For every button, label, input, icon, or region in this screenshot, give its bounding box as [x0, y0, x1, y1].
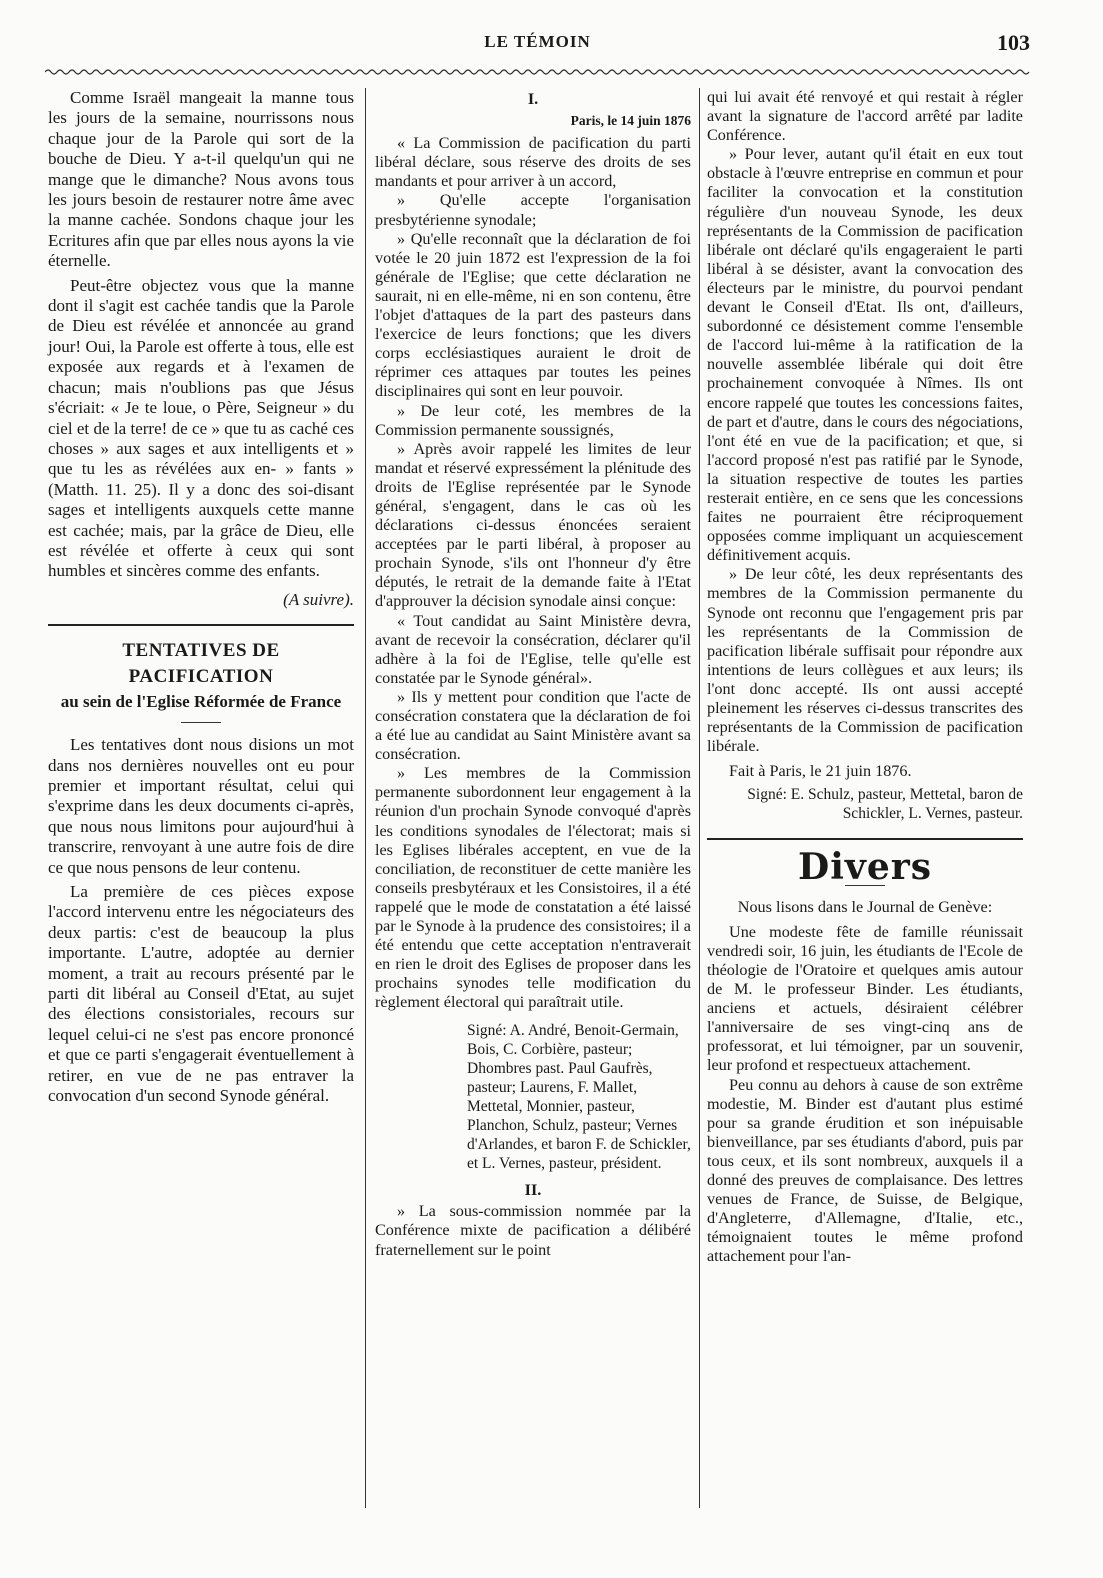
column-divider-2 [699, 88, 700, 1508]
paragraph: Une modeste fête de famille réunissait vendredi soir, 16 juin, les étudiants de l'Ecole de théologie de l'Oratoire et quelques amis autour de M. le professeur Binder. Les étudiants, anciens et actuels, désiraient célébrer l'anniversaire de ses vingt-cinq ans de professorat, et lui témoigner, par un souvenir, leur profond et respectueux attachement. [707, 922, 1023, 1075]
column-2 [375, 88, 691, 1260]
source-intro: Nous lisons dans le Journal de Genève: [737, 897, 993, 916]
section-heading: TENTATIVES DE PACIFICATION [122, 640, 280, 688]
paragraph: » Qu'elle reconnaît que la déclaration de foi votée le 20 juin 1872 est l'expression de la foi générale de l'Eglise; que cette déclaration ne saurait, ni en elle-même, ni en son contenu, être l'objet d'attaques de la part des pasteurs dans l'exercice de leurs fonctions; que les divers corps ecclésiastiques auraient le droit de réprimer ces attaques par toutes les peines disciplinaires qui sont en leur pouvoir. [375, 229, 691, 401]
to-be-continued: (A suivre). [283, 589, 354, 609]
column-divider-1 [365, 88, 366, 1508]
header-wavy-rule [45, 68, 1030, 76]
section-rule [707, 838, 1023, 840]
document-number: II. [524, 1181, 542, 1200]
paragraph: » Qu'elle accepte l'organisation presbytérienne synodale; [375, 191, 691, 229]
paragraph: Peu connu au dehors à cause de son extrême modestie, M. Binder est d'autant plus estimé pour sa grande érudition et son inépuisable bienveillance, par ses étudiants d'abord, puis par tous ceux, et ils sont nombreux, auxquels il a donné des preuves de complaisance. Des lettres venues de France, de Suisse, de Belgique, d'Angleterre, d'Allemagne, d'Italie, etc., témoignaient toutes le même profond attachement pour l'an- [707, 1075, 1023, 1266]
paragraph: » Les membres de la Commission permanente subordonnent leur engagement à la réunion d'un prochain Synode convoqué d'après les conditions synodales de l'électorat; mais si les Eglises libérales acceptent, en vue de la conciliation, de reconstituer de cette manière les conseils presbytéraux et les Consistoires, il a été rappelé que le mode de constatation a été laissé par le Synode à la prudence des consistoires; il a été entendu que cette acceptation n'entraverait en rien le droit des Eglises de proposer dans les prochains synodes telle modification du règlement électoral qui paraîtrait utile. [375, 764, 691, 1012]
document-number: I. [527, 90, 539, 108]
paragraph: La première de ces pièces expose l'accord intervenu entre les négociateurs des deux partis: c'est de beaucoup la plus importante. L'autre, adoptée au dernier moment, a trait au recours présenté par le parti dit libéral au Conseil d'Etat, au sujet des élections consistoriales, recours sur lequel celui-ci ne s'est pas encore prononcé et que ce parti s'engagerait éventuellement à retirer, en vue de ne pas entraver la convocation d'un second Synode général. [48, 882, 354, 1106]
column-3 [707, 88, 1023, 1266]
section-heading-divers: Divers [798, 845, 932, 888]
paragraph: Comme Israël mangeait la manne tous les jours de la semaine, nourrissons nous chaque jour de la Parole qui sort de la bouche de Dieu. Y a-t-il quelqu'un qui ne mange que le dimanche? Nous avons tous les jours besoin de restaurer notre âme avec la manne cachée. Sondons chaque jour les Ecritures afin que par elles nous ayons la vie éternelle. [48, 88, 354, 271]
paragraph: Peut-être objectez vous que la manne dont il s'agit est cachée tandis que la Parole de Dieu est révélée et annoncée au grand jour! Oui, la Parole est offerte à tous, elle est exposée aux regards et à l'examen de chacun; mais n'oublions pas que Jésus s'écriait: « Je te loue, o Père, Seigneur » du ciel et de la terre! de ce » que tu as caché ces choses » aux sages et aux intelligents et » que tu les as révélées aux en- » fants » (Matth. 11. 25). Il y a donc des soi-disant sages et intelligents auxquels cette manne est cachée; mais, par la grâce de Dieu, elle est révélée et offerte à ceux qui sont humbles et sincères comme des enfants. [48, 275, 354, 581]
column-1 [48, 88, 354, 1106]
running-header [45, 30, 1030, 66]
paragraph: » Pour lever, autant qu'il était en eux tout obstacle à l'œuvre entreprise en commun et pour faciliter la convocation et la constitution régulière d'un nouveau Synode, les deux représentants de la Commission de pacification libérale ont déclaré qu'ils engageraient le parti libéral à se désister, avant la convocation des électeurs par le ministre, du pourvoi pendant devant le Conseil d'Etat. Ils ont, d'ailleurs, subordonné ce désistement comme l'ensemble de l'accord lui-même à la ratification de la nouvelle assemblée libérale qui doit être prochainement convoquée à Nîmes. Ils ont encore rappelé que toutes les concessions faites, de part et d'autre, dans le cours des négociations, l'ont été en vue de la pacification; et que, si l'accord proposé n'est pas ratifié par le Synode, la situation respective de toutes les parties resterait entière, en ce sens que les concessions faites ne pourraient être réciproquement opposées comme impliquant un acquiescement définitivement acquis. [707, 145, 1023, 565]
paragraph: » La sous-commission nommée par la Conférence mixte de pacification a délibéré fraternellement sur le point [375, 1202, 691, 1259]
paragraph: qui lui avait été renvoyé et qui restait à régler avant la signature de l'accord arrêté par ladite Conférence. [707, 88, 1023, 145]
paragraph: « La Commission de pacification du parti libéral déclare, sous réserve des droits de ses mandants et pour arriver à un accord, [375, 134, 691, 191]
paragraph: » Après avoir rappelé les limites de leur mandat et réservé expressément la plénitude des droits de l'Eglise représentée par le Synode général, s'engagent, dans le cas où les déclarations ci-dessus énoncées seraient acceptées par le parti libéral, à proposer au prochain Synode, s'ils ont l'honneur d'y être députés, le retrait de la demande faite à l'Etat d'approuver la décision synodale ainsi conçue: [375, 439, 691, 611]
paragraph: » Ils y mettent pour condition que l'acte de consécration constatera que la déclaration de foi a été lue au candidat au Saint Ministère avant sa consécration. [375, 687, 691, 764]
signatories: Signé: E. Schulz, pasteur, Mettetal, baron de Schickler, L. Vernes, pasteur. [747, 786, 1023, 823]
paragraph: Fait à Paris, le 21 juin 1876. [729, 762, 912, 781]
journal-title: LE TÉMOIN [484, 32, 591, 51]
section-rule [48, 624, 354, 626]
paragraph: Les tentatives dont nous disions un mot dans nos dernières nouvelles ont eu pour premier et important résultat, celui qui s'exprime dans les deux documents ci-après, que nous nous limitons pour aujourd'hui à transcrire, renvoyant à une autre fois de dire ce que nous pensons de leur contenu. [48, 735, 354, 877]
section-subheading: au sein de l'Eglise Réformée de France [60, 692, 342, 712]
page-number: 103 [997, 30, 1030, 55]
paragraph: « Tout candidat au Saint Ministère devra, avant de recevoir la consécration, déclarer qu'il adhère à la foi de l'Eglise, telle qu'elle est constatée par le Synode général». [375, 611, 691, 687]
document-date: Paris, le 14 juin 1876 [570, 113, 691, 129]
short-divider [181, 722, 221, 723]
paragraph: » De leur coté, les membres de la Commission permanente soussignés, [375, 401, 691, 439]
signatories: Signé: A. André, Benoit-Germain, Bois, C. Corbière, pasteur; Dhombres past. Paul Gaufrès, pasteur; Laurens, F. Mallet, Mettetal, Monnier, pasteur, Planchon, Schulz, pasteur; Vernes d'Arlandes, et baron F. de Schickler, et L. Vernes, pasteur, président. [467, 1021, 691, 1173]
paragraph: » De leur côté, les deux représentants des membres de la Commission permanente du Synode ont reconnu que l'engagement pris par les représentants de la Commission de pacification libérale suffisait pour répondre aux intentions de leurs collègues et aux leurs; ils l'ont donc accepté. Ils ont aussi accepté pleinement les réserves ci-dessus transcrites des représentants de la Commission de pacification libérale. [707, 565, 1023, 756]
